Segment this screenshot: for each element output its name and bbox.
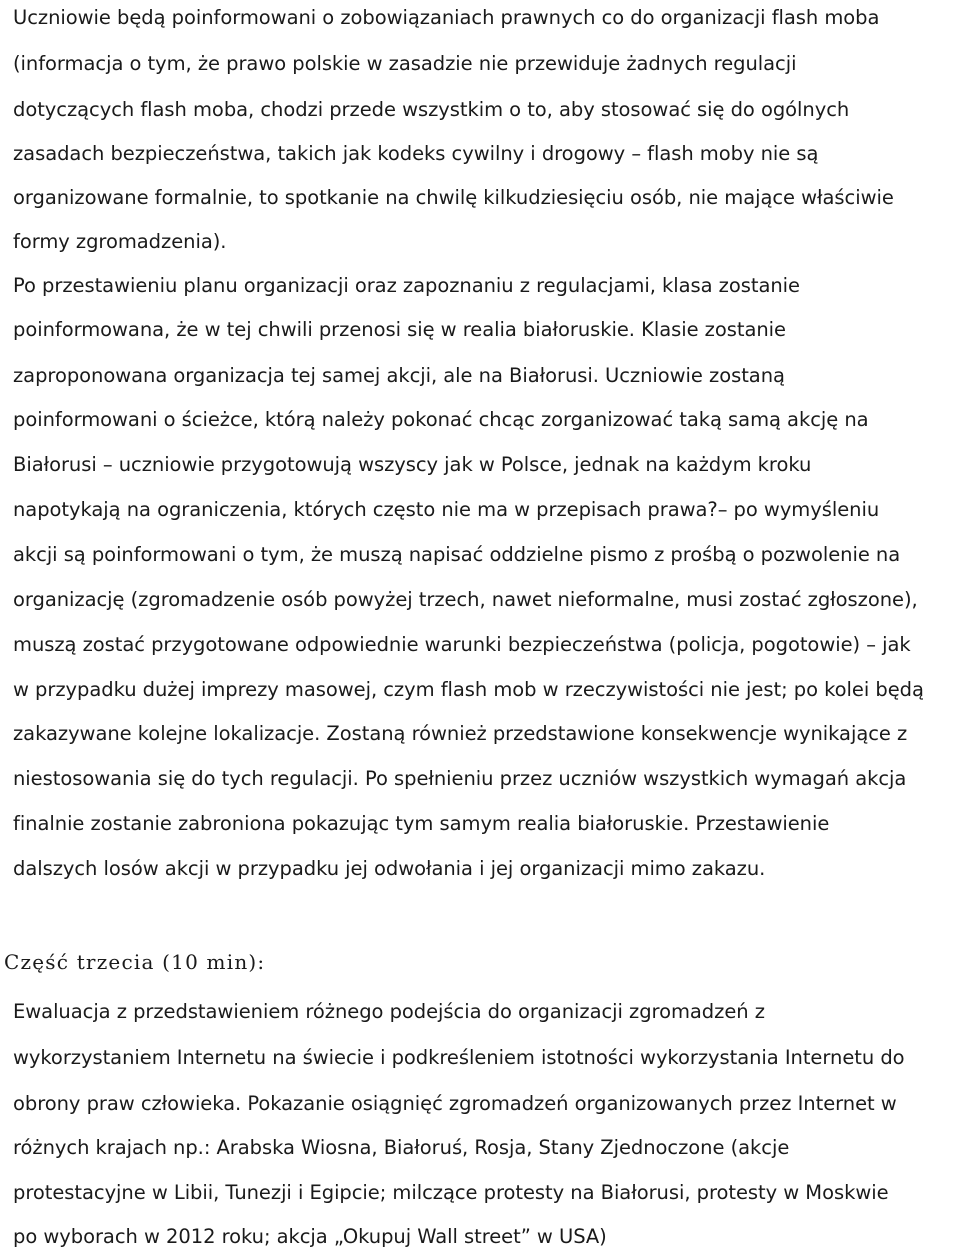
text-line: zakazywane kolejne lokalizacje. Zostaną również przedstawione konsekwencje wynikające z xyxy=(13,722,908,745)
text-line: Białorusi – uczniowie przygotowują wszyscy jak w Polsce, jednak na każdym kroku xyxy=(13,453,812,476)
text-line: po wyborach w 2012 roku; akcja „Okupuj Wall street” w USA) xyxy=(13,1225,607,1248)
text-line: niestosowania się do tych regulacji. Po spełnieniu przez uczniów wszystkich wymagań akcja xyxy=(13,767,907,790)
text-line: (informacja o tym, że prawo polskie w zasadzie nie przewiduje żadnych regulacji xyxy=(13,52,797,75)
text-line: muszą zostać przygotowane odpowiednie warunki bezpieczeństwa (policja, pogotowie) – jak xyxy=(13,633,911,656)
text-line: w przypadku dużej imprezy masowej, czym flash mob w rzeczywistości nie jest; po kolei będą xyxy=(13,678,924,701)
text-line: zaproponowana organizacja tej samej akcji, ale na Białorusi. Uczniowie zostaną xyxy=(13,364,785,387)
text-line: zasadach bezpieczeństwa, takich jak kodeks cywilny i drogowy – flash moby nie są xyxy=(13,142,819,165)
text-line: napotykają na ograniczenia, których często nie ma w przepisach prawa?– po wymyśleniu xyxy=(13,498,880,521)
text-line: dotyczących flash moba, chodzi przede wszystkim o to, aby stosować się do ogólnych xyxy=(13,98,850,121)
text-line: poinformowani o ścieżce, którą należy pokonać chcąc zorganizować taką samą akcję na xyxy=(13,408,869,431)
text-line: Uczniowie będą poinformowani o zobowiązaniach prawnych co do organizacji flash moba xyxy=(13,6,880,29)
text-line: dalszych losów akcji w przypadku jej odwołania i jej organizacji mimo zakazu. xyxy=(13,857,766,880)
text-line: Po przestawieniu planu organizacji oraz zapoznaniu z regulacjami, klasa zostanie xyxy=(13,274,800,297)
text-line: poinformowana, że w tej chwili przenosi się w realia białoruskie. Klasie zostanie xyxy=(13,318,786,341)
text-line: finalnie zostanie zabroniona pokazując tym samym realia białoruskie. Przestawienie xyxy=(13,812,830,835)
text-line: wykorzystaniem Internetu na świecie i podkreśleniem istotności wykorzystania Internetu do xyxy=(13,1046,905,1069)
text-line: akcji są poinformowani o tym, że muszą napisać oddzielne pismo z prośbą o pozwolenie na xyxy=(13,543,901,566)
text-line: protestacyjne w Libii, Tunezji i Egipcie; milczące protesty na Białorusi, protesty w Moskwie xyxy=(13,1181,889,1204)
text-line: organizację (zgromadzenie osób powyżej trzech, nawet nieformalne, musi zostać zgłoszone), xyxy=(13,588,918,611)
text-line: formy zgromadzenia). xyxy=(13,230,227,253)
text-line: Ewaluacja z przedstawieniem różnego podejścia do organizacji zgromadzeń z xyxy=(13,1000,765,1023)
text-line: obrony praw człowieka. Pokazanie osiągnięć zgromadzeń organizowanych przez Internet w xyxy=(13,1092,897,1115)
section-heading: Część trzecia (10 min): xyxy=(4,950,266,974)
text-line: różnych krajach np.: Arabska Wiosna, Białoruś, Rosja, Stany Zjednoczone (akcje xyxy=(13,1136,790,1159)
text-line: organizowane formalnie, to spotkanie na chwilę kilkudziesięciu osób, nie mające właściwie xyxy=(13,186,894,209)
